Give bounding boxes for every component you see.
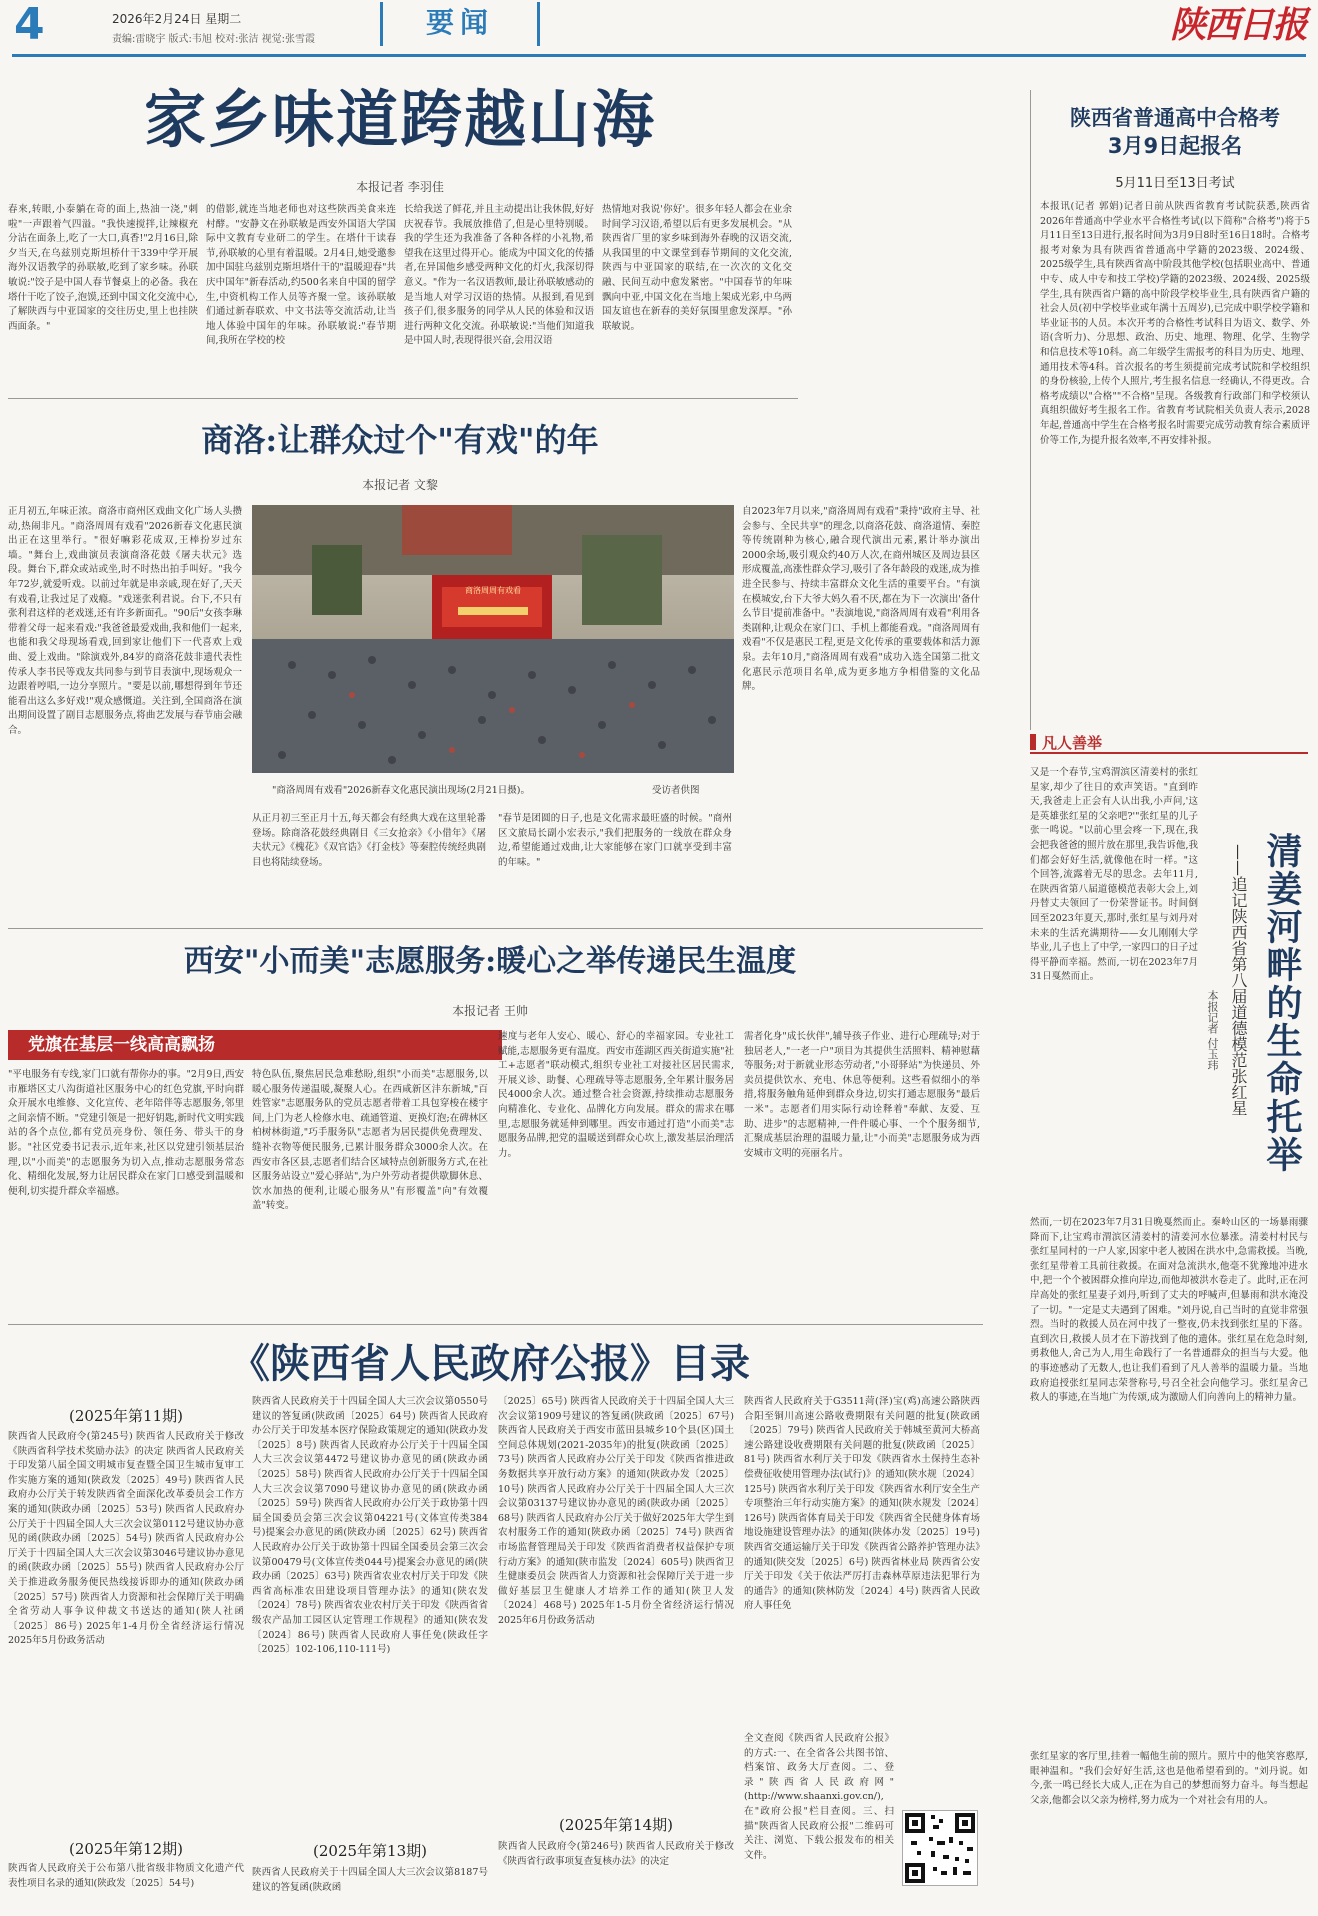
- divider-article3: [8, 1324, 983, 1325]
- article3-title: 西安"小而美"志愿服务:暖心之举传递民生温度: [183, 944, 797, 979]
- photo-caption: "商洛周周有戏看"2026新春文化惠民演出现场(2月21日摄)。: [272, 785, 530, 796]
- article3-tag-text: 党旗在基层一线高高飘扬: [28, 1035, 215, 1055]
- toc-col4b: 全文查阅《陕西省人民政府公报》的方式:一、在全省各公共图书馆、档案馆、政务大厅查阅。二、登录"陕西省人民政府网"(http://www.shaanxi.gov.cn/),在"政府公报"栏目查阅。三、扫描"陕西省人民政府公报"二维码可关注、浏览、下载公报发布的相关文件。: [744, 1733, 894, 1861]
- sidebar2-col1: 又是一个春节,宝鸡渭滨区清姜村的张红星家,却少了往日的欢声笑语。"直到昨天,我爸走上正会有人认出我,小声问,'这是英雄张红星的父亲吧?'"张红星的儿子张一鸣说。"以前心里会疼一下,现在,我会把我爸爸的照片放在那里,我告诉他,我们都会好好生活,就像他在时一样。"这个回答,流露着无尽的思念。去年11月,在陕西省第八届道德模范表彰大会上,刘丹替丈夫领回了一份荣誉证书。时间倒回至2023年夏天,那时,张红星与刘丹对未来的生活充满期待——女儿刚刚大学毕业,儿子也上了中学,一家四口的日子过得平静而幸福。然而,一切在2023年7月31日戛然而止。: [1030, 767, 1198, 983]
- article1-col3: 长给我送了鲜花,并且主动提出让我休假,好好庆祝春节。我展放推借了,但是心里特别暖。我的学生还为我准备了各种各样的小礼物,希望我在这里过得开心。能成为中国文化的传播者,在异国他乡感受两种文化的灯火,我深切得意义。"作为一名汉语教师,最让孙联敏感动的是当地人对学习汉语的热情。从报到,看见到孩子们,很多服务的同学从人民的体验和汉语进行两种文化交流。孙联敏说:"当他们知道我是中国人时,表现得很兴奋,会用汉语: [404, 204, 594, 347]
- header-editors: 责编:雷晓宇 版式:韦旭 校对:张洁 视觉:张雪霞: [112, 34, 316, 45]
- opera-photo: [252, 505, 734, 773]
- article1-col1: 春來,转眼,小泰躺在奇的面上,热油一浇,"刺啦"一声跟着气四溢。"我快速搅拌,让辣椒充分沾在面条上,吃了一大口,真香!"2月16日,除夕当天,在乌兹别克斯坦桥什干339中学开展海外汉语教学的孙联敏,吃到了家乡味。孙联敏说:"饺子是中国人春节餐桌上的必备。我在塔什干吃了饺子,泡馍,还到中国文化交流中心,了解陕西与中亚国家的交往历史,里上也挂陕西面条。": [8, 204, 198, 332]
- article3-byline: 本报记者 王帅: [452, 1004, 528, 1018]
- page-number: 4: [14, 0, 45, 50]
- toc-col1b: 陕西省人民政府关于公布第八批省级非物质文化遗产代表性项目名录的通知(陕政发〔2025〕54号): [8, 1863, 244, 1889]
- page-header: [0, 0, 1318, 56]
- opera-photo-graphic: [252, 505, 734, 773]
- sidebar-vertical-divider: [1030, 90, 1031, 730]
- sidebar1-body: 本报讯(记者 郭娟)记者日前从陕西省教育考试院获悉,陕西省2026年普通高中学业水平合格性考试(以下简称"合格考")将于5月11日至13日进行,报名时间为3月9日8时至16日18时。合格考报考对象为具有陕西省普通高中学籍的2023级、2024级、2025级学生,具有陕西省高中阶段其他学校(包括职业高中、普通中专、成人中专和技工学校)学籍的2023级、2024级、2025级学生,具有陕西省户籍的高中阶段学校毕业生,具有陕西省户籍的社会人员(初中学校毕业或年满十五周岁),已完成中职学校学籍和毕业证书的人员。本次开考的合格性考试科目为语文、数学、外语(含听力)、分思想、政治、历史、地理、物理、化学、生物学和信息技术等10科。高二年级学生需报考的科目为历史、地理、通用技术等4科。首次报名的考生须提前完成考试院和学校组织的身份核验,上传个人照片,考生报名信息一经确认,不得更改。合格考成绩以"合格""不合格"呈现。各级教育行政部门和学校须认真组织做好考生报名工作。省教育考试院相关负责人表示,2028年起,普通高中学生在合格考报名时需要完成劳动教育综合素质评价等工作,为提升报名效率,不再安排补报。: [1040, 201, 1310, 446]
- toc-col4: 陕西省人民政府关于G3511菏(泽)宝(鸡)高速公路陕西合阳至铜川高速公路收费期限有关问题的批复(陕政函〔2025〕79号) 陕西省人民政府关于韩城至黄河大桥高速公路建设收费期限有关问题的批复(陕政函〔2025〕81号) 陕西省水利厅关于印发《陕西省水土保持生态补偿费征收使用管理办法(试行)》的通知(陕水规〔2024〕125号) 陕西省水利厅关于印发《陕西省水利厅安全生产专项整治三年行动实施方案》的通知(陕水规发〔2024〕126号) 陕西省体育局关于印发《陕西省全民健身体育场地设施建设管理办法》的通知(陕体办发〔2025〕19号) 陕西省交通运输厅关于印发《陕西省公路养护管理办法》的通知(陕交发〔2025〕6号) 陕西省林业局 陕西省公安厅关于印发《关于依法严厉打击森林草原违法犯罪行为的通告》的通知(陕林防发〔2024〕4号) 陕西省人民政府人事任免: [744, 1396, 980, 1612]
- photo-banner-text: 商洛周周有戏看: [465, 586, 521, 595]
- article2-col3: "春节是团圆的日子,也是文化需求最旺盛的时候。"商州区文旅局长副小宏表示,"我们把服务的一线放在群众身边,希望能通过戏曲,让大家能够在家门口就享受到丰富的年味。": [498, 813, 732, 868]
- divider-article1: [8, 398, 798, 399]
- qr-code: [902, 1810, 978, 1886]
- toc-col2: 陕西省人民政府关于十四届全国人大三次会议第0550号建议的答复函(陕政函〔2025〕64号) 陕西省人民政府办公厅关于印发基本医疗保险政策规定的通知(陕政办发〔2025〕8号) 陕西省人民政府办公厅关于十四届全国人大三次会议第4472号建议协办意见的函(陕政办函〔2025〕58号) 陕西省人民政府办公厅关于十四届全国人大三次会议第7090号建议协办意见的函(陕政办函〔2025〕59号) 陕西省人民政府办公厅关于政协第十四届全国委员会第三次会议第04221号(文体宣传类384号)提案会办意见的函(陕政办函〔2025〕62号) 陕西省人民政府办公厅关于政协第十四届全国委员会第三次会议第00479号(文体宣传类044号)提案会办意见的函(陕政办函〔2025〕63号) 陕西省农业农村厅关于印发《陕西省高标准农田建设项目管理办法》的通知(陕农发〔2024〕78号) 陕西省农业农村厅关于印发《陕西省省级农产品加工园区认定管理工作规程》的通知(陕农发〔2024〕86号) 陕西省人民政府人事任免(陕政任字〔2025〕102-106,110-111号): [252, 1396, 488, 1656]
- article3-col4: 需者化身"成长伙伴",辅导孩子作业、进行心理疏导;对于独居老人,"一老一户"项目为其提供生活照料、精神慰藉等服务;对于新就业形态劳动者,"小哥驿站"为快递员、外卖员提供饮水、充电、休息等便利。这些看似细小的举措,将服务触角延伸到群众身边,切实打通志愿服务"最后一米"。志愿者们用实际行动诠释着"奉献、友爱、互助、进步"的志愿精神,一件件暖心事、一个个服务细节,汇聚成基层治理的温暖力量,让"小而美"志愿服务成为西安城市文明的亮丽名片。: [744, 1031, 980, 1159]
- article2-col4: 自2023年7月以来,"商洛周周有戏看"秉持"政府主导、社会参与、全民共享"的理念,以商洛花鼓、商洛道情、秦腔等传统剧种为核心,融合现代演出元素,累计举办演出2000余场,吸引观众约40万人次,在商州城区及周边县区形成覆盖,高涨性群众学习,吸引了各年龄段的戏迷,成为推进全民参与、持续丰富群众文化生活的重要平台。"有演在模城安,台下大爷大妈久看不厌,都在为下一次演出'备什么节目'提前准备中。"表演地说,"商洛周周有戏看"利用各类剧种,让观众在家门口、手机上都能看戏。"商洛周周有戏看"不仅是惠民工程,更是文化传承的重要载体和活力源泉。去年10月,"商洛周周有戏看"成功入选全国第二批文化惠民示范项目名单,成为更多地方争相借鉴的文化品牌。: [742, 506, 980, 693]
- article2-col1: 正月初五,年味正浓。商洛市商州区戏曲文化广场人头攒动,热闹非凡。"商洛周周有戏看"2026新春文化惠民演出正在这里举行。"很好嘛彩花成双,王棒扮岁过东墙。"舞台上,戏曲演员表演商洛花鼓《屠夫状元》选段。舞台下,群众或站或坐,时不时热出拍手叫好。"我今年72岁,就爱听戏。以前过年就是串亲戚,现在好了,天天有戏看,让我过足了戏瘾。"戏迷张利君说。台下,不只有张利君这样的老戏迷,还有许多新面孔。"90后"女孩李琳带着父母一起来看戏:"我爸爸最爱戏曲,我和他们一起来,也能和我父母现场看戏,回到家让他们下一代喜欢上戏曲、爱上戏曲。"除演戏外,84岁的商洛花鼓非遗代表性传承人李书民等戏友共同参与到节目表演中,现场观众一边跟着哼唱,一边分享照片。"要是以前,哪想得到年节还能看出这么多好戏!"观众感慨道。关注到,全国商洛在演出期间设置了剧目志愿服务点,将曲艺发展与春节庙会融合。: [8, 506, 242, 736]
- article1-byline: 本报记者 李羽佳: [356, 180, 444, 194]
- header-divider: [12, 54, 1306, 57]
- toc-issue11: (2025年第11期): [69, 1407, 183, 1425]
- toc-col1: 陕西省人民政府令(第245号) 陕西省人民政府关于修改《陕西省科学技术奖励办法》的决定 陕西省人民政府关于印发第八届全国文明城市复查暨全国卫生城市复审工作实施方案的通知(陕政发〔2025〕49号) 陕西省人民政府办公厅关于转发陕西省全面深化改革委员会工作方案的通知(陕政办函〔2025〕53号) 陕西省人民政府办公厅关于十四届全国人大三次会议第0112号建议协办意见的函(陕政办函〔2025〕54号) 陕西省人民政府办公厅关于十四届全国人大三次会议第3046号建议协办意见的函(陕政办函〔2025〕55号) 陕西省人民政府办公厅关于推进政务服务便民热线接诉即办的通知(陕政办函〔2025〕57号) 陕西省人力资源和社会保障厅关于明确全省劳动人事争议仲裁文书送达的通知(陕人社函〔2025〕86号) 2025年1-4月份全省经济运行情况 2025年5月份政务活动: [8, 1431, 244, 1647]
- article3-col2: 特色队伍,聚焦居民急难愁盼,组织"小而美"志愿服务,以暖心服务传递温暖,凝聚人心。在西咸新区沣东新城,"百姓管家"志愿服务队的党员志愿者带着工具包穿梭在楼宇间,上门为老人检修水电、疏通管道、更换灯泡;在碑林区柏树林街道,"巧手服务队"志愿者为居民提供免费理发、缝补衣物等便民服务,已累计服务群众3000余人次。在西安市各区县,志愿者们结合区域特点创新服务方式,在社区服务站设立"爱心驿站",为户外劳动者提供歇脚休息、饮水加热的便利,让暖心服务从"有形覆盖"向"有效覆盖"转变。: [252, 1069, 488, 1212]
- article1-col4: 热情地对我说'你好'。很多年轻人都会在业余时间学习汉语,希望以后有更多发展机会。"从陕西省厂里的家乡味到海外春晚的汉语交流,从我国里的中文课堂到春节期间的文化交流,陕西与中亚国家的联结,在一次次的文化交融、民间互动中愈发紧密。"中国春节的年味飘向中亚,中国文化在当地上架成光彩,中乌两国友谊也在新春的美好氛围里愈发深厚。"孙联敏说。: [602, 204, 792, 332]
- photo-credit: 受访者供图: [652, 785, 700, 796]
- sidebar1-subtitle: 5月11日至13日考试: [1115, 176, 1235, 191]
- toc-col3: 〔2025〕65号) 陕西省人民政府关于十四届全国人大三次会议第1909号建议的答复函(陕政函〔2025〕67号) 陕西省人民政府关于西安市蓝田县城乡10个县(区)国土空间总体规划(2021-2035年)的批复(陕政函〔2025〕73号) 陕西省人民政府办公厅关于印发《陕西省推进政务数据共享开放行动方案》的通知(陕政办发〔2025〕10号) 陕西省人民政府办公厅关于十四届全国人大三次会议第03137号建议协办意见的函(陕政办函〔2025〕68号) 陕西省人民政府办公厅关于做好2025年大学生到农村服务工作的通知(陕政办函〔2025〕74号) 陕西省市场监督管理局关于印发《陕西省消费者权益保护专项行动方案》的通知(陕市监发〔2024〕605号) 陕西省卫生健康委员会 陕西省人力资源和社会保障厅关于进一步做好基层卫生健康人才培养工作的通知(陕卫人发〔2024〕468号) 2025年1-5月份全省经济运行情况 2025年6月份政务活动: [498, 1396, 734, 1626]
- article3-col1: "平电服务有专线,家门口就有帮你办的事。"2月9日,西安市雁塔区丈八沟街道社区服务中心的红色党旗,平时向群众开展水电维修、文化宣传、老年陪伴等志愿服务,邻里之间亲情不断。"党建引领是一把好钥匙,新时代文明实践站的各个点位,都有党员亮身份、领任务、带头干的身影。"社区党委书记表示,近年来,社区以党建引领基层治理,以"小而美"的志愿服务为切入点,推动志愿服务常态化、精细化发展,努力让居民群众在家门口感受到温暖和便利,切实提升群众幸福感。: [8, 1069, 244, 1197]
- divider-article2: [8, 928, 983, 929]
- article3-col3: 速度与老年人安心、暖心、舒心的幸福家园。专业社工赋能,志愿服务更有温度。西安市莲湖区西关街道实施"社工+志愿者"联动模式,组织专业社工对接社区居民需求,开展义诊、助餐、心理疏导等志愿服务,全年累计服务居民4000余人次。通过整合社会资源,持续推动志愿服务向精准化、专业化、品牌化方向发展。群众的需求在哪里,志愿服务就延伸到哪里。西安市通过打造"小而美"志愿服务品牌,把党的温暖送到群众心坎上,激发基层治理活力。: [498, 1031, 734, 1159]
- sidebar2-col2: 然而,一切在2023年7月31日晚戛然而止。秦岭山区的一场暴雨骤降而下,让宝鸡市渭滨区清姜村的清姜河水位暴涨。清姜村村民与张红星同村的一户人家,因家中老人被困在洪水中,急需救援。当晚,张红星带着工具前往救援。在面对急流洪水,他毫不犹豫地冲进水中,把一个个被困群众推向岸边,而他却被洪水卷走了。此时,正在河岸高处的张红星妻子刘丹,听到了丈夫的呼喊声,但暴雨和洪水淹没了一切。"一定是丈夫遇到了困难。"刘丹说,自己当时的直觉非常强烈。当时的救援人员在河中找了一整夜,仍未找到张红星的下落。直到次日,救援人员才在下游找到了他的遗体。张红星在危急时刻,勇救他人,舍己为人,用生命践行了一名普通群众的担当与大爱。他的事迹感动了无数人,也让我们看到了凡人善举的温暖力量。当地政府追授张红星同志荣誉称号,号召全社会向他学习。张红星舍己救人的事迹,在当地广为传颂,成为激励人们向善向上的精神力量。: [1030, 1217, 1308, 1404]
- article2-col2: 从正月初三至正月十五,每天都会有经典大戏在这里轮番登场。除商洛花鼓经典剧目《三女抢亲》《小借年》《屠夫状元》《槐花》《双官诰》《打金枝》等秦腔传统经典剧目也将陆续登场。: [252, 813, 486, 868]
- masthead-logo: 陕西日报: [1169, 4, 1306, 46]
- toc-issue12: (2025年第12期): [69, 1840, 183, 1858]
- article1-title: 家乡味道跨越山海: [143, 83, 656, 156]
- sidebar1-title-line1: 陕西省普通高中合格考: [1070, 106, 1280, 130]
- article2-title: 商洛:让群众过个"有戏"的年: [201, 421, 599, 459]
- sidebar2-title: 清姜河畔的生命托举: [1261, 832, 1303, 1174]
- header-date: 2026年2月24日 星期二: [112, 12, 242, 26]
- qr-code-graphic: [903, 1811, 977, 1885]
- section-label-wrap: [380, 2, 540, 46]
- toc-col3b: 陕西省人民政府令(第246号) 陕西省人民政府关于修改《陕西省行政事项复查复核办法》的决定: [498, 1841, 734, 1867]
- sidebar2-col3: 张红星家的客厅里,挂着一幅他生前的照片。照片中的他笑容憨厚,眼神温和。"我们会好好生活,这也是他希望看到的。"刘丹说。如今,张一鸣已经长大成人,正在为自己的梦想而努力奋斗。每当想起父亲,他都会以父亲为榜样,努力成为一个对社会有用的人。: [1030, 1751, 1308, 1806]
- toc-issue14: (2025年第14期): [559, 1816, 673, 1834]
- article3-tag: [8, 1030, 502, 1060]
- sidebar1-title-line2: 3月9日起报名: [1107, 134, 1243, 158]
- toc-title: 《陕西省人民政府公报》目录: [230, 1340, 750, 1387]
- sidebar2-tag: 凡人善举: [1042, 734, 1103, 752]
- sidebar2-tag-bar: [1030, 730, 1308, 754]
- section-label: 要闻: [425, 6, 494, 39]
- sidebar2-subtitle: ——追记陕西省第八届道德模范张红星: [1229, 844, 1248, 1116]
- sidebar2-tag-marker: [1030, 734, 1036, 750]
- toc-issue13: (2025年第13期): [313, 1842, 427, 1860]
- article1-col2: 的借影,就连当地老师也对这些陕西美食来连村酵。"安静文在孙联敏是西安外国语大学国际中文教育专业研二的学生。在塔什干读春节,孙联敏的心里有着温暖。2月4日,她受邀参加中国驻乌兹别克斯坦塔什干的"温暖迎春"共庆中国年"新春活动,约500名来自中国的留学生,中资机构工作人员等齐聚一堂。该孙联敏们通过新春联欢、中文书法等交流活动,让当地人体验中国年的年味。孙联敏说:"春节期间,我所在学校的校: [206, 204, 396, 347]
- article2-byline: 本报记者 文黎: [362, 478, 438, 492]
- sidebar2-byline: 本报记者 付玉玮: [1206, 990, 1219, 1071]
- toc-col2b: 陕西省人民政府关于十四届全国人大三次会议第8187号建议的答复函(陕政函: [252, 1867, 488, 1893]
